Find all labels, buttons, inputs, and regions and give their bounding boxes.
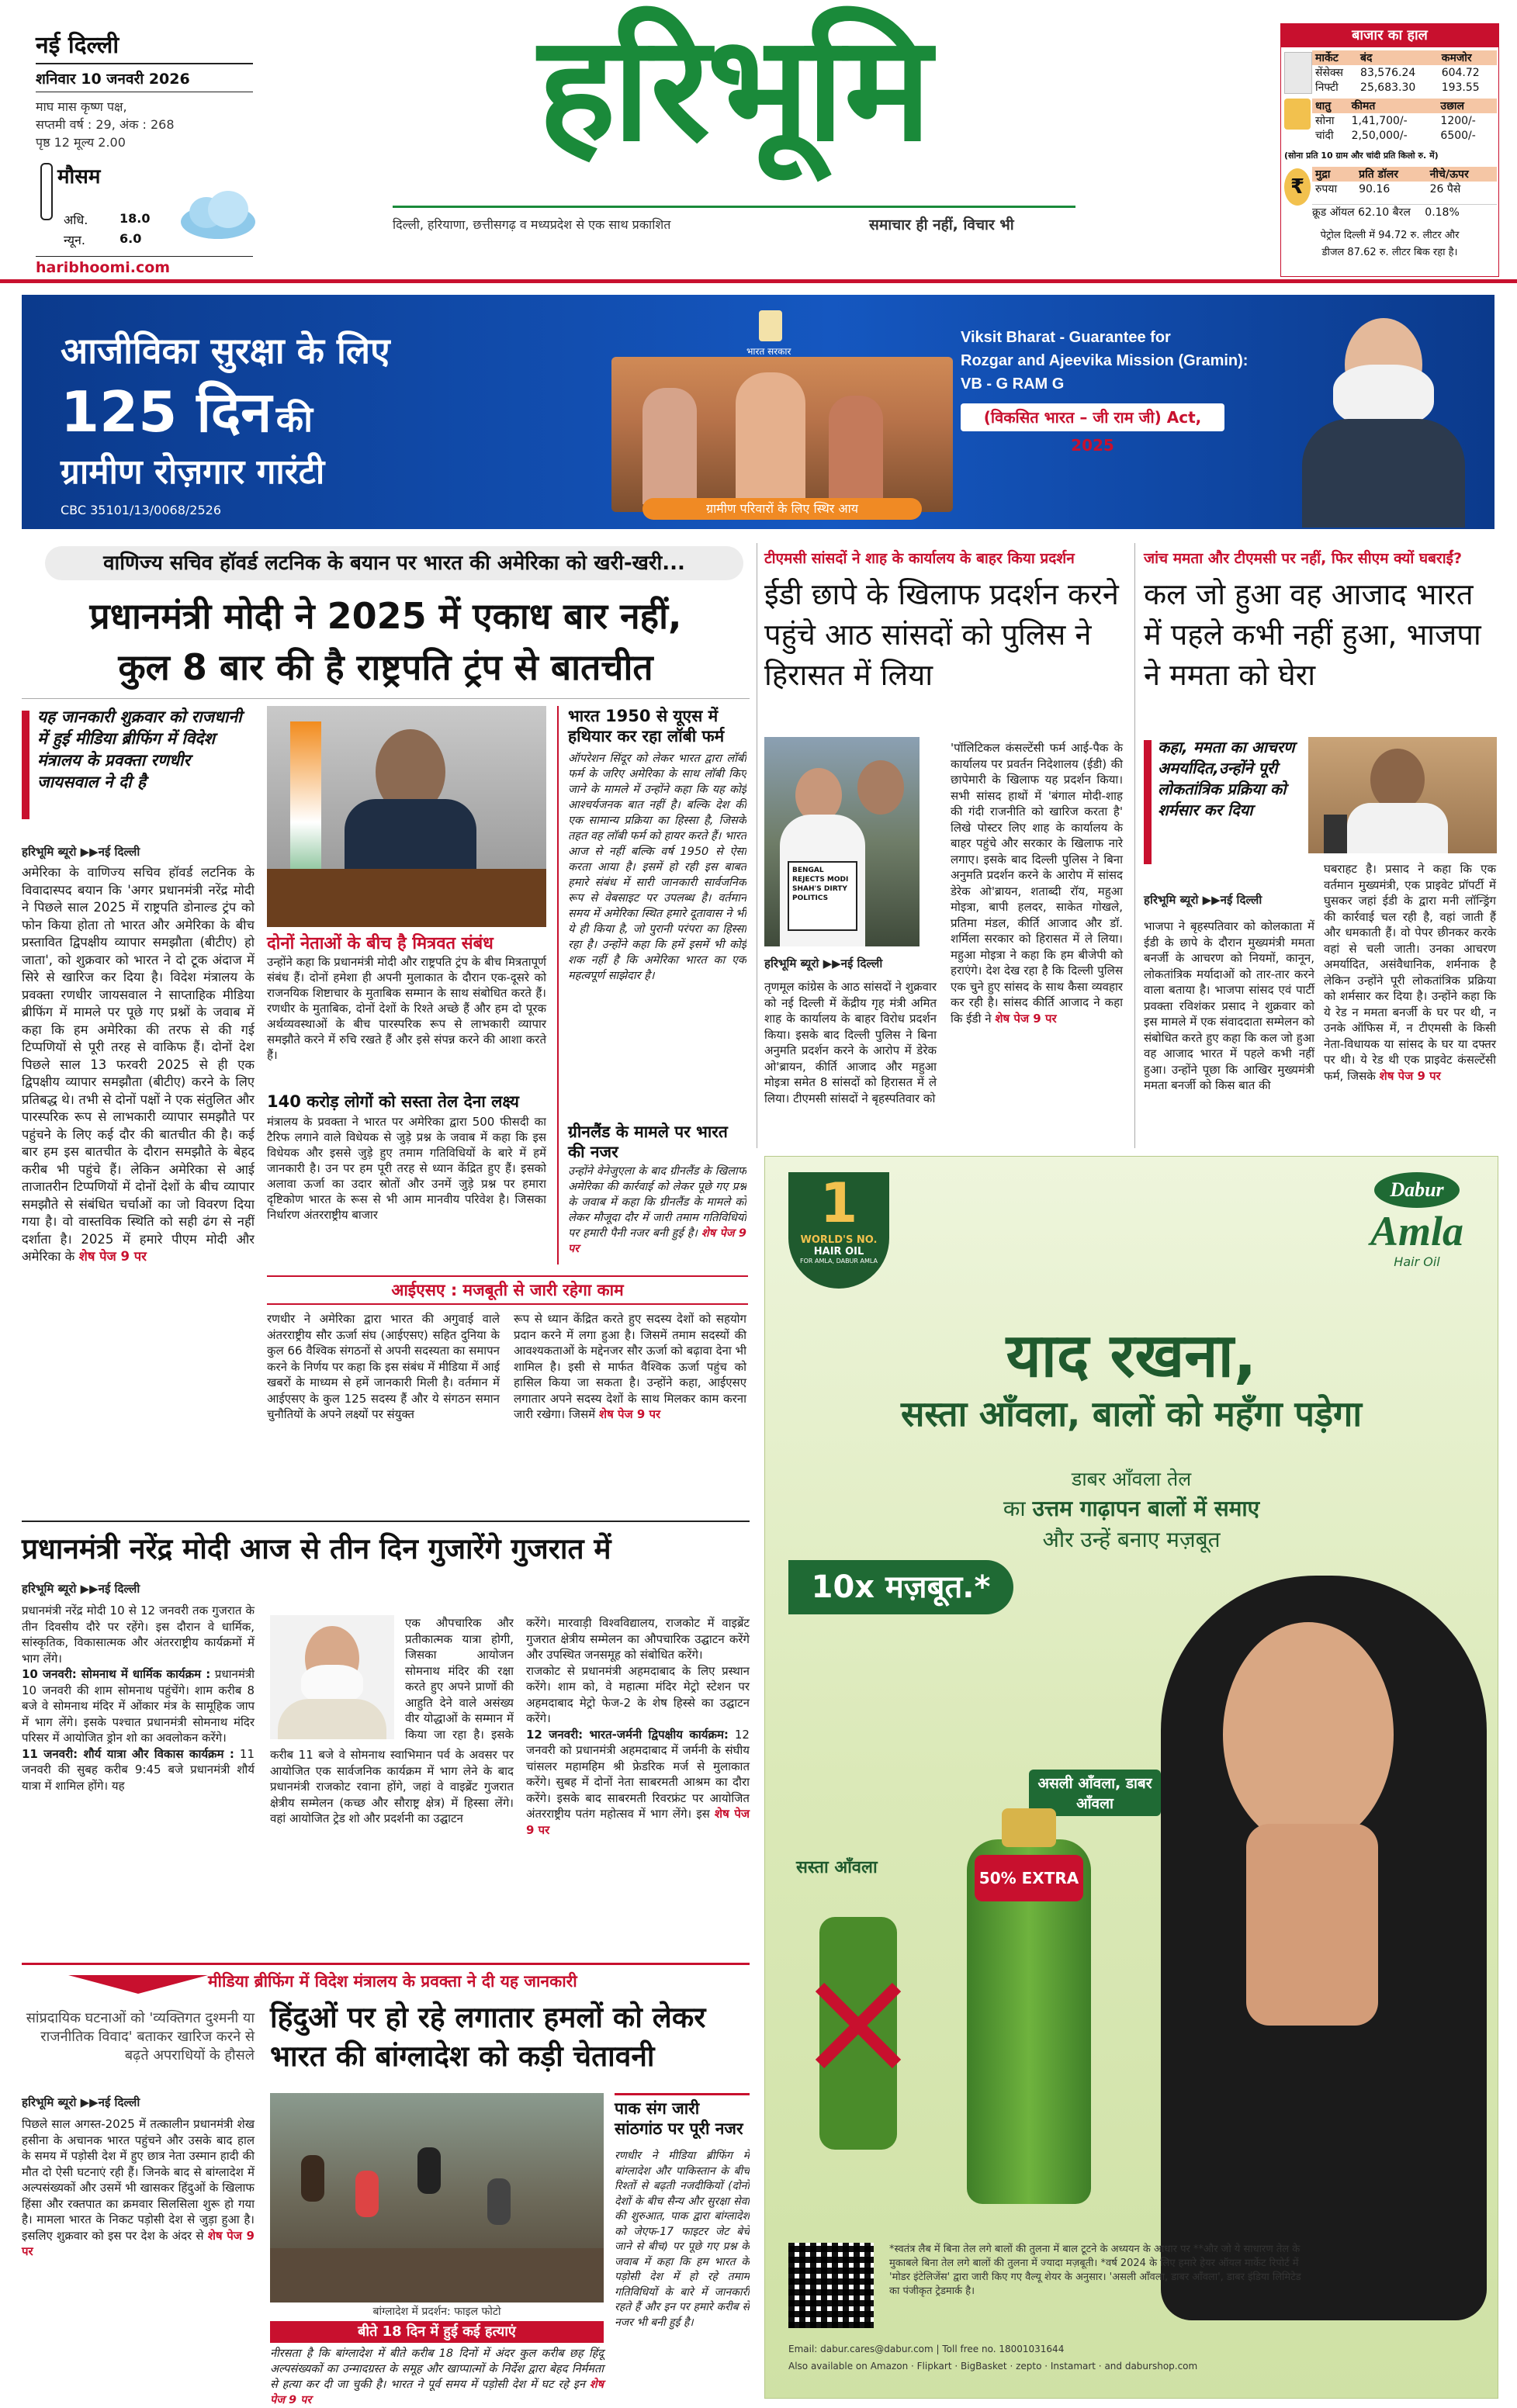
lead-sidebar-body2: उन्होंने वेनेजुएला के बाद ग्रीनलैंड के खिलाफ अमेरिका की कार्रवाई को लेकर पूछे गए प्रश्न के जवाब में कहा कि ग्रीनलैंड के मामले को लेकर मौजूदा दौर में जारी तमाम गतिविधियों पर हमारी पैनी नजर बनी हुई है। शेष पेज 9 पर xyxy=(568,1165,746,1255)
banner-line-1: आजीविका सुरक्षा के लिए xyxy=(61,330,390,372)
market-title: बाजार का हाल xyxy=(1281,24,1498,47)
bd-bar: बीते 18 दिन में हुई कई हत्याएं xyxy=(270,2321,604,2343)
cloud-icon xyxy=(175,183,261,245)
edition-box xyxy=(36,28,253,275)
currency-head-row: मुद्रा प्रति डॉलर नीचे/ऊपर xyxy=(1312,167,1497,182)
dabur-sub-1: डाबर आँवला तेल xyxy=(1071,1468,1192,1490)
banner-act-label: (विकसित भारत – जी राम जी) Act, 2025 xyxy=(961,403,1224,431)
dabur-available: Also available on Amazon · Flipkart · BigBasket · zepto · Instamart · and daburshop.com xyxy=(788,2361,1198,2372)
min-label: न्यून. xyxy=(64,233,85,247)
logo: हरिभूमि xyxy=(538,4,929,174)
max-label: अधि. xyxy=(64,213,88,227)
bd-photo xyxy=(270,2093,604,2302)
metal-row: सोना 1,41,700/- 1200/- xyxy=(1315,114,1476,127)
dabur-email: Email: dabur.cares@dabur.com | Toll free no. 18001031644 xyxy=(788,2344,1065,2354)
rupee-icon: ₹ xyxy=(1284,168,1311,206)
banner-code: CBC 35101/13/0068/2526 xyxy=(61,503,221,517)
lead-sidebar-body: ऑपरेशन सिंदूर को लेकर भारत द्वारा लॉबी फर्म के जरिए अमेरिका के साथ लॉबी किए जाने के मामले में उन्होंने कहा कि यह कोई आश्चर्यजनक बात नहीं है। बल्कि देश की एक सामान्य प्रक्रिया का हिस्सा है, जिसके तहत वह लॉबी फर्म को हायर करते हैं। भारत आज से नहीं बल्कि वर्ष 1950 से ऐसा करता आया है। इसमें हो रही इस बाबत हमारे संबंध में सारी जानकारी सार्वजनिक रूप से वेबसाइट पर उपलब्ध है। वर्तमान समय में अमेरिका स्थित हमारे दूतावास ने भी ये ही किया है, जो पुरानी परंपरा का हिस्सा रहा है। उन्होंने कहा कि हमें इसमें भी कोई शक नहीं है कि अमेरिका भारत का एक महत्वपूर्ण साझेदार है। xyxy=(568,752,746,982)
bd-side-body: रणधीर ने मीडिया ब्रीफिंग में बांग्लादेश और पाकिस्तान के बीच रिश्तों से बढ़ती नजदीकियों (दोनों देशों के बीच सैन्य और सुरक्षा सेवा की शुरुआत, पाक द्वारा बांग्लादेश को जेएफ-17 फाइटर जेट बेचे जाने से बीच) पर पूछे गए प्रश्न के जवाब में कहा कि हम भारत के पड़ोसी देश में हो रहे तमाम गतिविधियों के बारे में जानकारी रहते हैं और इन पर हमारे करीब से नजर भी बनी हुई है। xyxy=(615,2150,750,2329)
quote-icon xyxy=(1144,740,1152,864)
bangladesh-story xyxy=(22,1963,750,2406)
lead-col2-body2: मंत्रालय के प्रवक्ता ने भारत पर अमेरिका द्वारा 500 फीसदी का टैरिफ लगाने वाले विधेयक से जुड़े प्रश्न के जवाब में कहा कि इस विधेयक और इससे जुड़े हुए तमाम गतिविधियों के बारे में हमें जानकारी है। उन पर हम पूरी तरह से ध्यान केंद्रित हुए हैं। इसको अलावा ऊर्जा का उदार स्रोतों और उनमें जुड़े प्रश्न पर हमारा दृष्टिकोण भारत के रूस से भी आम मानवीय परिवेश है। जिसका निर्धारण अंतरराष्ट्रीय बाजार xyxy=(267,1115,546,1222)
dabur-cheap-label: सस्ता आँवला xyxy=(796,1858,878,1877)
bd-arrow-icon xyxy=(68,1975,208,1994)
banner-right-title-2: Rozgar and Ajeevika Mission (Gramin): xyxy=(961,352,1249,369)
bjp-body-1: भाजपा ने बृहस्पतिवार को कोलकाता में ईडी के छापे के दौरान मुख्यमंत्री ममता बनर्जी के आचरण को नियमों, कानून, लोकतांत्रिक मर्यादाओं को तार-तार करने वाला बताया है। भाजपा सांसद एवं पार्टी प्रवक्ता रविशंकर प्रसाद ने शुक्रवार को इस मामले में एक संवाददाता सम्मेलन को संबोधित करते हुए कहा कि कल जो हुआ वह आजाद भारत में पहले कभी नहीं हुआ। उन्होंने पूछा कि आखिर मुख्यमंत्री ममता बनर्जी को किस बात की xyxy=(1144,919,1314,1092)
dabur-headline-1: याद रखना, xyxy=(1006,1321,1257,1391)
dabur-extra-label: 50% EXTRA xyxy=(975,1855,1083,1901)
bd-bar-body: नीरसता है कि बांग्लादेश में बीते करीब 18 दिनों में अंदर कुल करीब छह हिंदू अल्पसंख्यकों का उन्मादग्रस्त के समूह और खाप्पात्मों के निर्देश द्वारा बेहद निर्ममता से हत्या कर दी जा चुकी है। भारत ने पूर्व समय में पड़ोसी देश में घट रहे इन शेष पेज 9 पर xyxy=(270,2347,604,2406)
market-row: सेंसेक्स 83,576.24 604.72 xyxy=(1315,66,1480,79)
lead-sidebar-sub2: ग्रीनलैंड के मामले पर भारत की नजर xyxy=(568,1123,728,1161)
masthead xyxy=(0,0,1517,282)
dabur-fine-print: *स्वतंत्र लैब में बिना तेल लगे बालों की तुलना में बाल टूटने के अध्ययन के आधार पर **और जो ये साधारण तेल के मुकाबले बिना तेल लगे बालों की तुलना में ज्यादा मज़बूती। *वर्ष 2024 के लिए हमारे हेयर ऑयल मार्केट रिपोर्ट में 'मोडर इंटेलिजेंस' द्वारा जारी किए गए वैल्यू शेयर के अनुसार। 'असली आँवला, डाबर आँवला', डाबर इंडिया लिमिटेड का पंजीकृत ट्रेडमार्क है। xyxy=(889,2244,1301,2297)
lead-byline: हरिभूमि ब्यूरो ▶▶नई दिल्ली xyxy=(22,845,140,859)
tagline: समाचार ही नहीं, विचार भी xyxy=(869,216,1014,234)
crude: क्रूड ऑयल 62.10 बैरल 0.18% xyxy=(1312,204,1497,220)
tmc-byline: हरिभूमि ब्यूरो ▶▶नई दिल्ली xyxy=(764,957,883,970)
lead-col2-body: उन्होंने कहा कि प्रधानमंत्री मोदी और राष्ट्रपति ट्रंप के बीच मित्रतापूर्ण संबंध हैं। दोनों हमेशा ही अपनी मुलाकात के दौरान एक-दूसरे को राजनयिक शिष्टाचार के मुताबिक सम्मान के साथ संबोधित करते हैं। रणधीर के मुताबिक, दोनों देशों के रिश्ते अच्छे हैं और हम दो पूरक अर्थव्यवस्थाओं के बीच पारस्परिक रूप से लाभकारी व्यापार समझौते करने में रुचि रखते हैं और इसे संपन्न करने की आशा करते हैं। xyxy=(267,955,546,1062)
bd-side-head: पाक संग जारी सांठगांठ पर पूरी नजर xyxy=(615,2093,750,2139)
gujarat-story xyxy=(22,1530,750,1949)
tmc-kicker: टीएमसी सांसदों ने शाह के कार्यालय के बाहर किया प्रदर्शन xyxy=(764,550,1075,567)
isa-bar: आईएसए : मजबूती से जारी रहेगा काम xyxy=(267,1275,748,1305)
banner-ribbon: ग्रामीण परिवारों के लिए स्थिर आय xyxy=(642,498,922,520)
market-table xyxy=(1312,50,1497,95)
tmc-story xyxy=(764,543,1125,1148)
world-no1-badge: 1 WORLD'S NO. HAIR OIL FOR AMLA, DABUR AMLA xyxy=(788,1172,889,1289)
weather-label: मौसम xyxy=(57,165,101,189)
market-head-row: मार्केट बंद कमजोर xyxy=(1312,50,1497,65)
lead-body: अमेरिका के वाणिज्य सचिव हॉवर्ड लटनिक के विवादास्पद बयान कि 'अगर प्रधानमंत्री नरेंद्र मोदी ने पिछले साल 2025 में राष्ट्रपति डोनाल्ड ट्रंप को फोन किया होता तो भारत और अमेरिका के बीच प्रस्तावित द्विपक्षीय व्यापार समझौता (बीटीए) हो जाता', को शुक्रवार को भारत ने दो टूक अंदाज में सिरे से खारिज कर दिया है। विदेश मंत्रालय के प्रवक्ता रणधीर जायसवाल ने साप्ताहिक मीडिया ब्रीफिंग में मामले पर पूछे गए प्रश्नों के जवाब में कहा कि हम अमेरिका की तरफ से की गई टिप्पणियों से पूरी तरह से वाकिफ हैं। दोनों देश पिछले साल 13 फरवरी 2025 से ही एक द्विपक्षीय व्यापार समझौता (बीटीए) करने के लिए प्रतिबद्ध थे। तभी से दोनों पक्षों ने एक संतुलित और पारस्परिक रूप से लाभकारी व्यापार समझौते पर पहुंचने के लिए कई दौर की बातचीत की है। कई बार हम इस बातचीत के दौरान समझौते के बेहद करीब भी पहुंचे हैं। लेकिन अमेरिका से आई ताजातरीन टिप्पणियों में दोनों देशों के बीच व्यापार समझौते से संबंधित चर्चाओं का जो विवरण दिया गया है। वो वास्तविक स्थिति को सही ढंग से नहीं दर्शाता है। 2025 में हमारे पीएम मोदी और अमेरिका के शेष पेज 9 पर xyxy=(22,865,255,1264)
lead-photo-caption: दोनों नेताओं के बीच है मित्रवत संबंध xyxy=(267,934,494,953)
tmc-headline: ईडी छापे के खिलाफ प्रदर्शन करने पहुंचे आठ सांसदों को पुलिस ने हिरासत में लिया xyxy=(764,577,1119,692)
bjp-body-2: घबराहट है। प्रसाद ने कहा कि एक वर्तमान मुख्यमंत्री, एक प्राइवेट प्रॉपर्टी में घुसकर जहां ईडी के द्वारा मनी लॉन्ड्रिंग की कार्रवाई चल रही है, वहां जाती हैं और धमकाती हैं। वो पेपर छीनकर करके वहां से चली जाती। उनका आचरण अमर्यादित, असंवैधानिक, शर्मनाक है लेकिन उन्होंने पूरी लोकतांत्रिक प्रक्रिया को शर्मसार कर दिया है। उन्होंने कहा कि ये रेड न ममता बनर्जी के घर पर थी, न उनके ऑफिस में, न टीएमसी के किसी नेता-विधायक या सांसद के घर या दफ्तर पर थी। ये रेड थी एक प्राइवेट कंसल्टेंसी फर्म, जिसके शेष पेज 9 पर xyxy=(1324,862,1496,1083)
edition-city: नई दिल्ली xyxy=(36,32,119,59)
gujarat-col-2b: करीब 11 बजे वे सोमनाथ स्वाभिमान पर्व के अवसर पर आयोजित एक सार्वजनिक कार्यक्रम में भाग लेने के बाद प्रधानमंत्री राजकोट रवाना होंगे, जहां वे वाइब्रेंट गुजरात क्षेत्रीय सम्मेलन (कच्छ और सौराष्ट्र क्षेत्र) में हिस्सा लेंगे। वहां आयोजित ट्रेड शो और प्रदर्शनी का उद्घाटन xyxy=(270,1748,514,1825)
dabur-strong-badge: 10x मज़बूत.* xyxy=(788,1560,1013,1614)
gujarat-headline: प्रधानमंत्री नरेंद्र मोदी आज से तीन दिन गुजारेंगे गुजरात में xyxy=(22,1532,611,1566)
bd-headline: हिंदुओं पर हो रहे लगातार हमलों को लेकर भारत की बांग्लादेश को कड़ी चेतावनी xyxy=(270,2001,706,2073)
cheap-bottle xyxy=(819,1917,897,2150)
gujarat-pm-photo xyxy=(270,1615,394,1739)
dabur-logo: Dabur Amla Hair Oil xyxy=(1355,1172,1479,1269)
bd-body: पिछले साल अगस्त-2025 में तत्कालीन प्रधानमंत्री शेख हसीना के अचानक भारत पहुंचने और उसके बाद हाल के समय में पड़ोसी देश में हुए छात्र नेता उस्मान हादी की मौत दो ऐसी घटनाएं रही हैं। जिनके बाद से बांग्लादेश में अल्पसंख्यकों और उसमें भी खासकर हिंदुओं के खिलाफ हिंसा और रक्तपात का क्रमवार सिलसिला शुरू हो गया है। मामला भारत के निकट पड़ोसी देश से जुड़ा हुआ है। इसलिए शुक्रवार को इस पर देश के अंदर से शेष पेज 9 पर xyxy=(22,2117,255,2258)
isa-body-1: रणधीर ने अमेरिका द्वारा भारत की अगुवाई वाले अंतरराष्ट्रीय सौर ऊर्जा संघ (आईएसए) सहित दुनिया के कुल 66 वैश्विक संगठनों से अपनी सदस्यता का समापन करने के निर्णय पर कहा कि इस संबंध में मीडिया में आई खबरों के माध्यम से हमें जानकारी मिली है। वर्तमान में आईएसए के कुल 125 सदस्य हैं और ये संगठन समान चुनौतियों के अपने लक्ष्यों पर संयुक्त xyxy=(267,1312,500,1421)
bjp-kicker: जांच ममता और टीएमसी पर नहीं, फिर सीएम क्यों घबराईं? xyxy=(1144,550,1462,567)
bull-icon xyxy=(1284,52,1312,94)
banner-line-3: ग्रामीण रोज़गार गारंटी xyxy=(61,452,325,492)
cross-icon xyxy=(812,1979,905,2072)
bjp-byline: हरिभूमि ब्यूरो ▶▶नई दिल्ली xyxy=(1144,893,1262,907)
gold-icon xyxy=(1284,99,1311,130)
dabur-sub-3: और उन्हें बनाए मज़बूत xyxy=(1042,1527,1221,1552)
market-box xyxy=(1280,23,1499,277)
edition-date: शनिवार 10 जनवरी 2026 xyxy=(36,71,190,88)
lead-quote: यह जानकारी शुक्रवार को राजधानी में हुई मीडिया ब्रीफिंग में विदेश मंत्रालय के प्रवक्ता रणधीर जायसवाल ने दी है xyxy=(22,706,255,830)
bjp-quote: कहा, ममता का आचरण अमर्यादित,उन्होंने पूरी लोकतांत्रिक प्रक्रिया को शर्मसार कर दिया xyxy=(1144,737,1299,877)
lead-headline-1: प्रधानमंत्री मोदी ने 2025 में एकाध बार नहीं, xyxy=(89,595,682,637)
banner-line-2: 125 दिन की xyxy=(61,379,313,445)
thermometer-icon xyxy=(40,163,53,220)
issue-line-2: सप्तमी वर्ष : 29, अंक : 268 xyxy=(36,117,175,132)
dabur-model-photo xyxy=(1130,1560,1498,2320)
gujarat-col-1: प्रधानमंत्री नरेंद्र मोदी 10 से 12 जनवरी तक गुजरात के तीन दिवसीय दौरे पर रहेंगे। इस दौरान वे धार्मिक, सांस्कृतिक, विकासात्मक और अंतरराष्ट्रीय कार्यक्रमों में भाग लेंगे। 10 जनवरी: सोमनाथ में धार्मिक कार्यक्रम : प्रधानमंत्री 10 जनवरी की शाम सोमनाथ पहुंचेंगे। शाम करीब 8 बजे वे सोमनाथ मंदिर में ओंकार मंत्र के सामूहिक जाप में भाग लेंगे। इसके पश्चात प्रधानमंत्री सोमनाथ मंदिर परिसर में आयोजित ड्रोन शो का अवलोकन करेंगे। 11 जनवरी: शौर्य यात्रा और विकास कार्यक्रम : 11 जनवरी की सुबह करीब 9:45 बजे प्रधानमंत्री शौर्य यात्रा में शामिल होंगे। यह xyxy=(22,1604,255,1793)
website[interactable]: haribhoomi.com xyxy=(36,259,171,276)
banner-right-title-3: VB - G RAM G xyxy=(961,375,1065,393)
bjp-headline: कल जो हुआ वह आजाद भारत में पहले कभी नहीं हुआ, भाजपा ने ममता को घेरा xyxy=(1144,577,1481,692)
metal-row: चांदी 2,50,000/- 6500/- xyxy=(1315,129,1476,142)
max-temp: 18.0 xyxy=(119,211,151,226)
diesel-line: डीजल 87.62 रु. लीटर बिक रहा है। xyxy=(1321,247,1458,258)
tmc-body-1: तृणमूल कांग्रेस के आठ सांसदों ने शुक्रवार को नई दिल्ली में केंद्रीय गृह मंत्री अमित शाह के कार्यालय के बाहर विरोध प्रदर्शन किया। इसके बाद दिल्ली पुलिस ने बिना अनुमति प्रदर्शन करने के आरोप में डेरेक ओ'ब्रायन, कीर्ति आजाद और महुआ मोइत्रा समेत 8 सांसदों को हिरासत में ले लिया। टीएमसी सांसदों ने बृहस्पतिवार को xyxy=(764,980,937,1105)
quote-icon xyxy=(22,711,29,819)
bjp-photo xyxy=(1308,737,1497,853)
metal-table xyxy=(1312,99,1497,143)
dabur-bottle xyxy=(967,1839,1091,2204)
currency-table xyxy=(1312,167,1497,196)
banner-people-photo xyxy=(611,357,953,512)
dabur-qr-code[interactable] xyxy=(788,2243,874,2328)
bd-kicker: मीडिया ब्रीफिंग में विदेश मंत्रालय के प्रवक्ता ने दी यह जानकारी xyxy=(208,1972,577,1991)
petrol-line: पेट्रोल दिल्ली में 94.72 रु. लीटर और xyxy=(1320,230,1460,241)
states-line: दिल्ली, हरियाणा, छत्तीसगढ़ व मध्यप्रदेश से एक साथ प्रकाशित xyxy=(393,217,671,232)
gov-label: भारत सरकार xyxy=(746,346,791,357)
issue-line-3: पृष्ठ 12 मूल्य 2.00 xyxy=(36,135,126,150)
gujarat-col-2a: एक औपचारिक और प्रतीकात्मक यात्रा होगी, जिसका आयोजन सोमनाथ मंदिर की रक्षा करते हुए अपने प्राणों की आहुति देने वाले असंख्य वीर योद्धाओं के सम्मान में किया जा रहा है। इसके xyxy=(405,1616,514,1741)
bjp-story xyxy=(1144,543,1497,1148)
min-temp: 6.0 xyxy=(119,231,142,246)
lead-kicker: वाणिज्य सचिव हॉवर्ड लटनिक के बयान पर भारत की अमेरिका को खरी-खरी... xyxy=(45,546,743,580)
lead-story xyxy=(22,543,750,1513)
gujarat-col-3: करेंगे। मारवाड़ी विश्वविद्यालय, राजकोट में वाइब्रेंट गुजरात क्षेत्रीय सम्मेलन का औपचारिक उद्घाटन करेंगे और उपस्थित जनसमूह को संबोधित करेंगे। राजकोट से प्रधानमंत्री अहमदाबाद के लिए प्रस्थान करेंगे। शाम को, वे महात्मा मंदिर मेट्रो स्टेशन पर अहमदाबाद मेट्रो फेज-2 के शेष हिस्से का उद्घाटन करेंगे। 12 जनवरी: भारत-जर्मनी द्विपक्षीय कार्यक्रम: 12 जनवरी को प्रधानमंत्री अहमदाबाद में जर्मनी के संघीय चांसलर महामहिम श्री फ्रेडरिक मर्ज से मुलाकात करेंगे। सुबह में दोनों नेता साबरमती आश्रम का दौरा करेंगे। इसके बाद साबरमती रिवरफ्रंट पर आयोजित अंतरराष्ट्रीय पतंग महोत्सव में भाग लेंगे। इस शेष पेज 9 पर xyxy=(526,1616,750,1837)
banner-pm-photo xyxy=(1302,310,1465,528)
dabur-sub-2: का उत्तम गाढ़ापन बालों में समाए xyxy=(1003,1496,1260,1521)
banner-right-title-1: Viksit Bharat - Guarantee for xyxy=(961,329,1171,346)
lead-sub2: 140 करोड़ लोगों को सस्ता तेल देना लक्ष्य xyxy=(267,1092,519,1111)
isa-body-2: रूप से ध्यान केंद्रित करते हुए सदस्य देशों को सहयोग प्रदान करने में लगा हुआ है। जिसमें तमाम सदस्यों की आवश्यकताओं के मद्देनजर सौर ऊर्जा को बढ़ावा देना भी शामिल है। इसी से मार्फत वैश्विक ऊर्जा पहुंच को हासिल किया जा सकता है। उन्होंने कहा, आईएसए लगातार अपने सदस्य देशों के साथ मिलकर काम करना जारी रखेगा। जिसमें शेष पेज 9 पर xyxy=(514,1312,746,1421)
dabur-real-label: असली आँवला, डाबर आँवला xyxy=(1029,1770,1161,1816)
metal-note: (सोना प्रति 10 ग्राम और चांदी प्रति किलो रु. में) xyxy=(1284,150,1439,161)
dabur-ad[interactable] xyxy=(764,1156,1498,2399)
tmc-poster: BENGAL REJECTS MODI SHAH'S DIRTY POLITICS xyxy=(788,861,857,931)
lead-sidebar-head: भारत 1950 से यूएस में हथियार कर रहा लॉबी फर्म xyxy=(568,707,725,746)
metal-head-row: धातु कीमत उछाल xyxy=(1312,99,1497,113)
bd-quote: सांप्रदायिक घटनाओं को 'व्यक्तिगत दुश्मनी या राजनीतिक विवाद' बताकर खारिज करने से बढ़ते अपराधियों के हौसले xyxy=(26,2010,255,2064)
emblem-icon xyxy=(759,310,782,341)
tmc-body-2: 'पॉलिटिकल कंसल्टेंसी फर्म आई-पैक के कार्यालय पर प्रवर्तन निदेशालय (ईडी) की छापेमारी के खिलाफ यह प्रदर्शन किया। सभी सांसद हाथों में 'बंगाल मोदी-शाह की गंदी राजनीति को खारिज करता है' लिखे पोस्टर लिए शाह के कार्यालय के बाहर पहुंचे और सरकार के खिलाफ नारे लगाए। इसके बाद दिल्ली पुलिस ने बिना अनुमति प्रदर्शन करने के आरोप में सांसद डेरेक ओ'ब्रायन, शताब्दी रॉय, महुआ मोइत्रा, बापी हलदर, साकेत गोखले, प्रतिमा मंडल, कीर्ति आजाद और डॉ. शर्मिला सरकार को हिरासत में ले लिया। महुआ मोइत्रा ने कहा कि हम बीजेपी को हराएंगे। देश देख रहा है कि दिल्ली पुलिस एक चुने हुए सांसद के साथ कैसा व्यवहार कर रही है। सांसद कीर्ति आजाद ने कहा कि ईडी ने शेष पेज 9 पर xyxy=(951,741,1123,1026)
gujarat-byline: हरिभूमि ब्यूरो ▶▶नई दिल्ली xyxy=(22,1582,140,1596)
tmc-photo xyxy=(764,737,920,946)
lead-photo xyxy=(267,706,546,927)
market-row: निफ्टी 25,683.30 193.55 xyxy=(1315,81,1480,94)
bd-byline: हरिभूमि ब्यूरो ▶▶नई दिल्ली xyxy=(22,2095,140,2109)
currency-row: रुपया 90.16 26 पैसे xyxy=(1315,182,1461,195)
dabur-headline-2: सस्ता आँवला, बालों को महँगा पड़ेगा xyxy=(901,1393,1362,1434)
lead-headline-2: कुल 8 बार की है राष्ट्रपति ट्रंप से बातचीत xyxy=(118,646,653,688)
bd-photo-caption: बांग्लादेश में प्रदर्शन: फाइल फोटो xyxy=(372,2306,501,2318)
banner-ad[interactable] xyxy=(22,295,1494,529)
issue-line-1: माघ मास कृष्ण पक्ष, xyxy=(36,99,127,114)
